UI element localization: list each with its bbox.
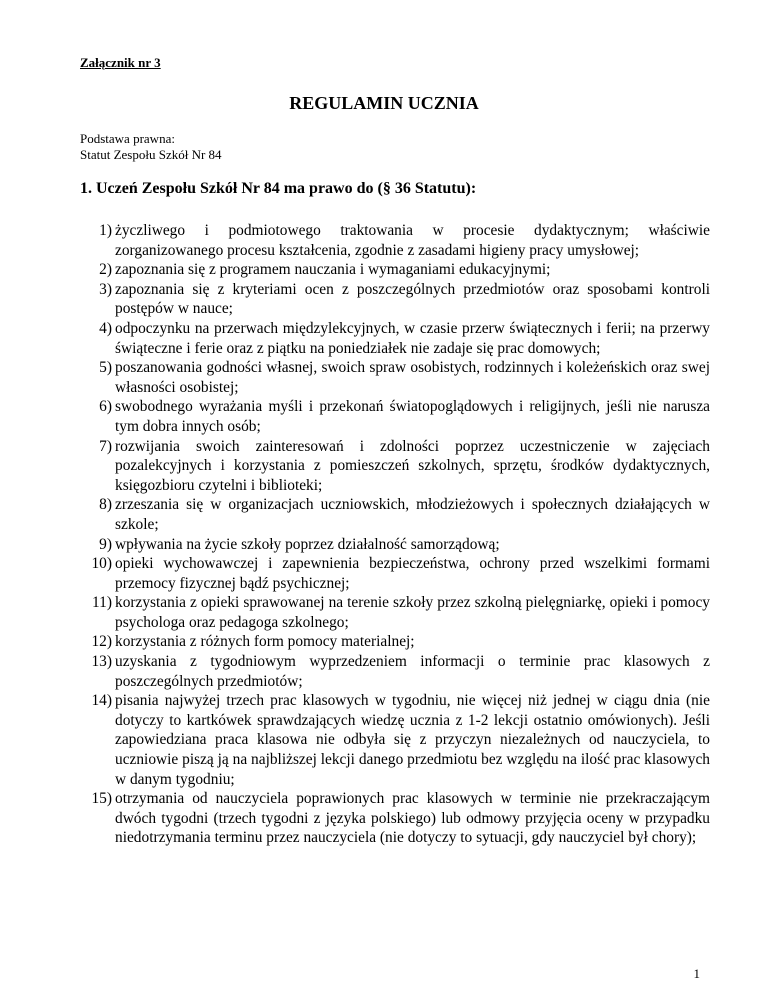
list-item-text: życzliwego i podmiotowego traktowania w procesie dydaktycznym; właściwie zorganizowanego procesu kształcenia, zgodnie z zasadami higieny pracy umysłowej; [115,222,710,259]
list-item-text: zrzeszania się w organizacjach uczniowskich, młodzieżowych i społecznych działających w szkole; [115,496,710,533]
list-item-number: 11) [92,594,112,612]
list-item-text: odpoczynku na przerwach międzylekcyjnych, w czasie przerw świątecznych i ferii; na przerwy świąteczne i ferie oraz z piątku na poniedziałek nie zadaje się prac domowych; [115,319,710,357]
list-item [80,280,710,319]
legal-basis [80,131,222,163]
list-item-number: 10) [91,555,112,573]
list-item [80,652,710,691]
list-item [80,691,710,789]
rights-list [80,221,710,848]
list-item-number: 8) [99,496,112,514]
list-item [80,632,710,652]
list-item-text: opieki wychowawczej i zapewnienia bezpieczeństwa, ochrony przed wszelkimi formami przemocy fizycznej bądź psychicznej; [115,555,710,592]
list-item-number: 5) [99,359,112,377]
legal-basis-label: Podstawa prawna: [80,131,175,146]
page-title: REGULAMIN UCZNIA [289,93,479,113]
section-heading: 1. Uczeń Zespołu Szkół Nr 84 ma prawo do (§ 36 Statutu): [80,180,477,197]
list-item-number: 6) [99,398,112,416]
list-item [80,358,710,397]
list-item [80,554,710,593]
list-item [80,593,710,632]
list-item [80,789,710,848]
list-item-text: otrzymania od nauczyciela poprawionych prac klasowych w terminie nie przekraczającym dwóch tygodni (trzech tygodni z języka polskiego) lub odmowy przyjęcia oceny w przypadku niedotrzymania terminu przez nauczyciela (nie dotyczy to sytuacji, gdy nauczyciel był chory); [115,790,710,847]
list-item-text: korzystania z opieki sprawowanej na terenie szkoły przez szkolną pielęgniarkę, opieki i pomocy psychologa oraz pedagoga szkolnego; [115,594,710,631]
list-item [80,260,710,280]
legal-basis-source: Statut Zespołu Szkół Nr 84 [80,147,222,162]
list-item [80,319,710,358]
list-item [80,437,710,496]
list-item-number: 4) [99,319,112,337]
list-item-text: korzystania z różnych form pomocy materialnej; [115,633,415,651]
list-item-text: uzyskania z tygodniowym wyprzedzeniem informacji o terminie prac klasowych z poszczególnych przedmiotów; [115,653,710,690]
list-item-text: poszanowania godności własnej, swoich spraw osobistych, rodzinnych i koleżeńskich oraz swej własności osobistej; [115,359,710,396]
list-item-text: swobodnego wyrażania myśli i przekonań światopoglądowych i religijnych, jeśli nie narusza tym dobra innych osób; [115,398,710,435]
list-item-number: 9) [99,535,112,553]
list-item [80,495,710,534]
page-number: 1 [693,966,700,981]
list-item-number: 7) [99,437,112,455]
list-item [80,221,710,260]
list-item-text: pisania najwyżej trzech prac klasowych w tygodniu, nie więcej niż jednej w ciągu dnia (nie dotyczy to kartkówek sprawdzających wiedzę ucznia z 1-2 lekcji ostatnio omówionych). Jeśli zapowiedziana praca klasowa nie odbyła się z przyczyn niezależnych od nauczyciela, to uczniowie piszą ją na najbliższej lekcji danego przedmiotu bez względu na ilość prac klasowych w danym tygodniu; [115,692,710,788]
list-item-number: 1) [99,222,112,239]
list-item-number: 13) [91,653,112,671]
list-item-number: 2) [99,261,112,279]
list-item-number: 15) [91,790,112,808]
attachment-label: Załącznik nr 3 [80,55,161,70]
list-item [80,535,710,555]
list-item-text: zapoznania się z kryteriami ocen z poszczególnych przedmiotów oraz sposobami kontroli postępów w nauce; [115,280,710,318]
list-item-text: zapoznania się z programem nauczania i wymaganiami edukacyjnymi; [115,261,551,279]
list-item-number: 3) [99,280,112,298]
list-item-text: rozwijania swoich zainteresowań i zdolności poprzez uczestniczenie w zajęciach pozalekcyjnych i korzystania z pomieszczeń szkolnych, sprzętu, środków dydaktycznych, księgozbioru czytelni i biblioteki; [115,437,710,494]
list-item-number: 12) [91,633,112,651]
list-item-text: wpływania na życie szkoły poprzez działalność samorządową; [115,535,500,553]
list-item [80,397,710,436]
list-item-number: 14) [91,692,112,710]
